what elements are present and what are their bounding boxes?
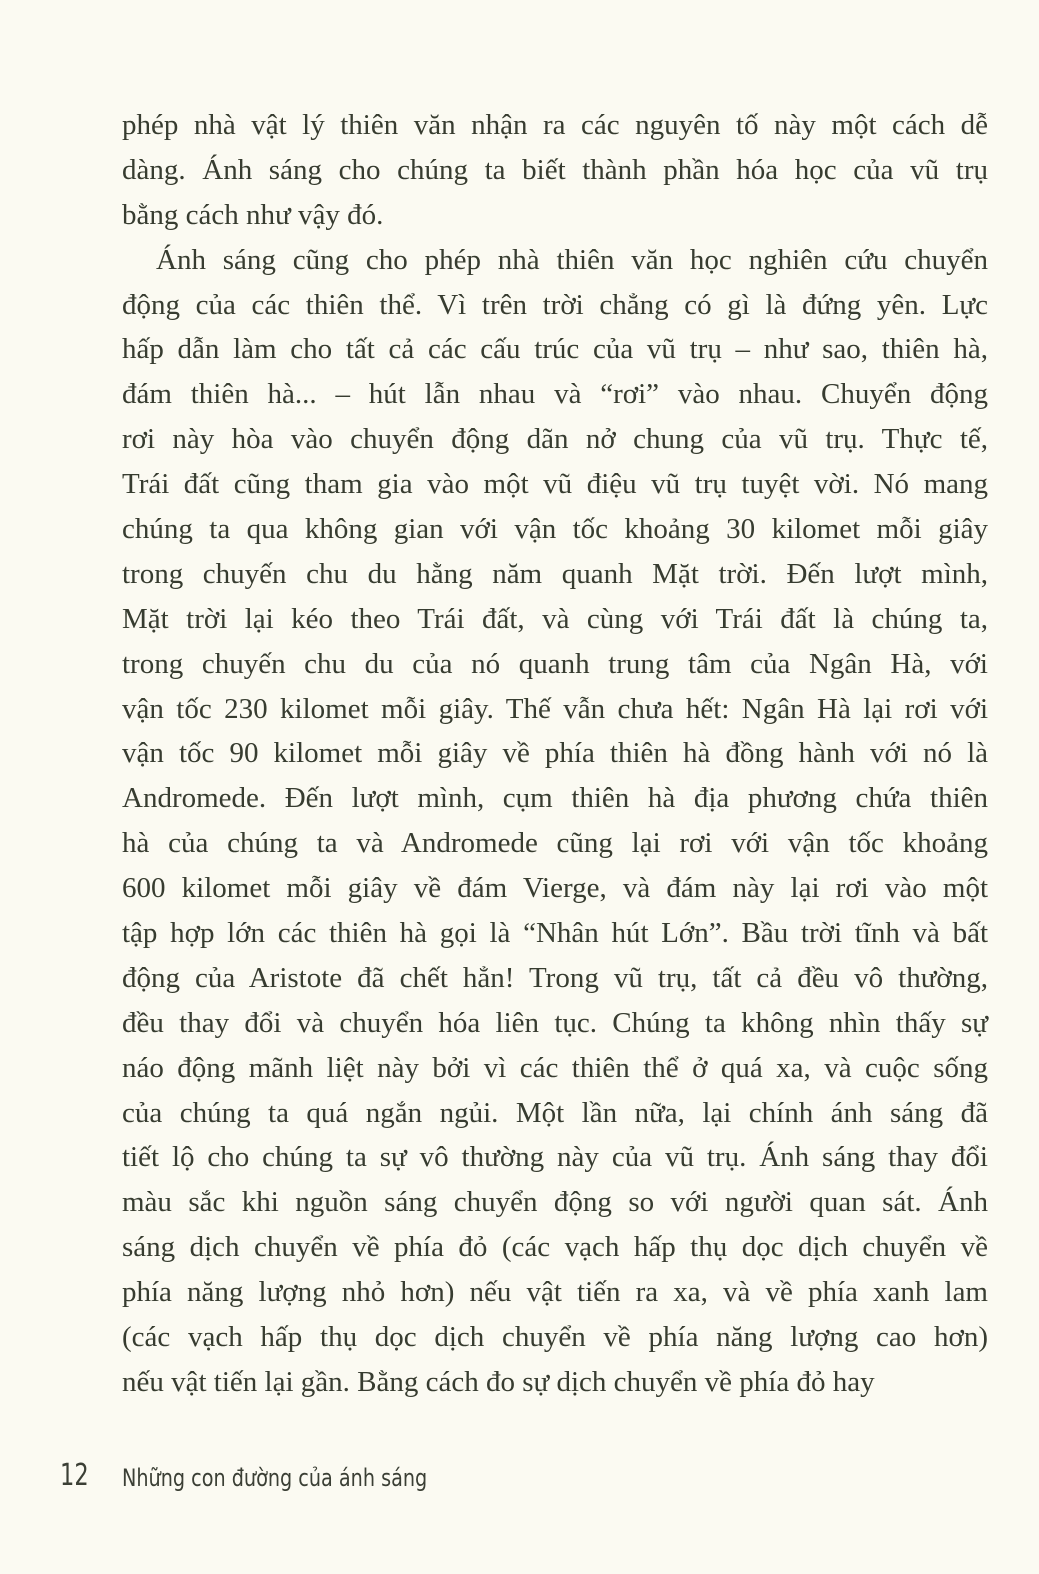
text-line: tập hợp lớn các thiên hà gọi là “Nhân hút Lớn”. Bầu trời tĩnh và bất (122, 917, 988, 950)
paragraph (122, 238, 988, 1405)
text-line: Ánh sáng cũng cho phép nhà thiên văn học nghiên cứu chuyển (156, 243, 988, 276)
text-line: phép nhà vật lý thiên văn nhận ra các nguyên tố này một cách dễ (122, 109, 988, 141)
text-line: sáng dịch chuyển về phía đỏ (các vạch hấp thụ dọc dịch chuyển về (122, 1231, 988, 1264)
text-line: hấp dẫn làm cho tất cả các cấu trúc của vũ trụ – như sao, thiên hà, (122, 333, 988, 366)
text-line: trong chuyến chu du của nó quanh trung tâm của Ngân Hà, với (122, 647, 988, 680)
text-line: rơi này hòa vào chuyển động dãn nở chung của vũ trụ. Thực tế, (122, 423, 988, 456)
text-line: của chúng ta quá ngắn ngủi. Một lần nữa, lại chính ánh sáng đã (122, 1096, 988, 1129)
text-line: đám thiên hà... – hút lẫn nhau và “rơi” vào nhau. Chuyển động (122, 378, 988, 411)
text-line: Mặt trời lại kéo theo Trái đất, và cùng với Trái đất là chúng ta, (122, 602, 988, 635)
text-line: trong chuyến chu du hằng năm quanh Mặt trời. Đến lượt mình, (122, 557, 988, 590)
text-line: Trái đất cũng tham gia vào một vũ điệu vũ trụ tuyệt vời. Nó mang (122, 468, 988, 501)
text-line: náo động mãnh liệt này bởi vì các thiên thể ở quá xa, và cuộc sống (122, 1051, 988, 1084)
text-line: hà của chúng ta và Andromede cũng lại rơi với vận tốc khoảng (122, 827, 988, 860)
text-line: (các vạch hấp thụ dọc dịch chuyển về phía năng lượng cao hơn) (122, 1321, 988, 1354)
text-line: dàng. Ánh sáng cho chúng ta biết thành phần hóa học của vũ trụ (122, 153, 988, 186)
text-line: màu sắc khi nguồn sáng chuyển động so với người quan sát. Ánh (122, 1186, 988, 1219)
text-line: bằng cách như vậy đó. (122, 198, 384, 231)
text-line: vận tốc 230 kilomet mỗi giây. Thế vẫn chưa hết: Ngân Hà lại rơi với (122, 692, 988, 725)
text-line: vận tốc 90 kilomet mỗi giây về phía thiên hà đồng hành với nó là (122, 737, 988, 770)
text-line: Andromede. Đến lượt mình, cụm thiên hà địa phương chứa thiên (122, 782, 988, 815)
text-line: đều thay đổi và chuyển hóa liên tục. Chúng ta không nhìn thấy sự (122, 1006, 988, 1039)
text-line: động của Aristote đã chết hẳn! Trong vũ trụ, tất cả đều vô thường, (122, 961, 988, 994)
paragraph (122, 103, 988, 238)
page-number: 12 (60, 1458, 89, 1493)
text-line: 600 kilomet mỗi giây về đám Vierge, và đám này lại rơi vào một (122, 872, 988, 905)
running-title: Những con đường của ánh sáng (122, 1464, 428, 1492)
text-line: tiết lộ cho chúng ta sự vô thường này của vũ trụ. Ánh sáng thay đổi (122, 1141, 988, 1174)
text-line: động của các thiên thể. Vì trên trời chẳng có gì là đứng yên. Lực (122, 288, 988, 321)
text-line: nếu vật tiến lại gần. Bằng cách đo sự dịch chuyển về phía đỏ hay (122, 1365, 875, 1398)
body-text (122, 103, 988, 1405)
text-line: chúng ta qua không gian với vận tốc khoảng 30 kilomet mỗi giây (122, 513, 988, 546)
text-line: phía năng lượng nhỏ hơn) nếu vật tiến ra xa, và về phía xanh lam (122, 1276, 988, 1309)
